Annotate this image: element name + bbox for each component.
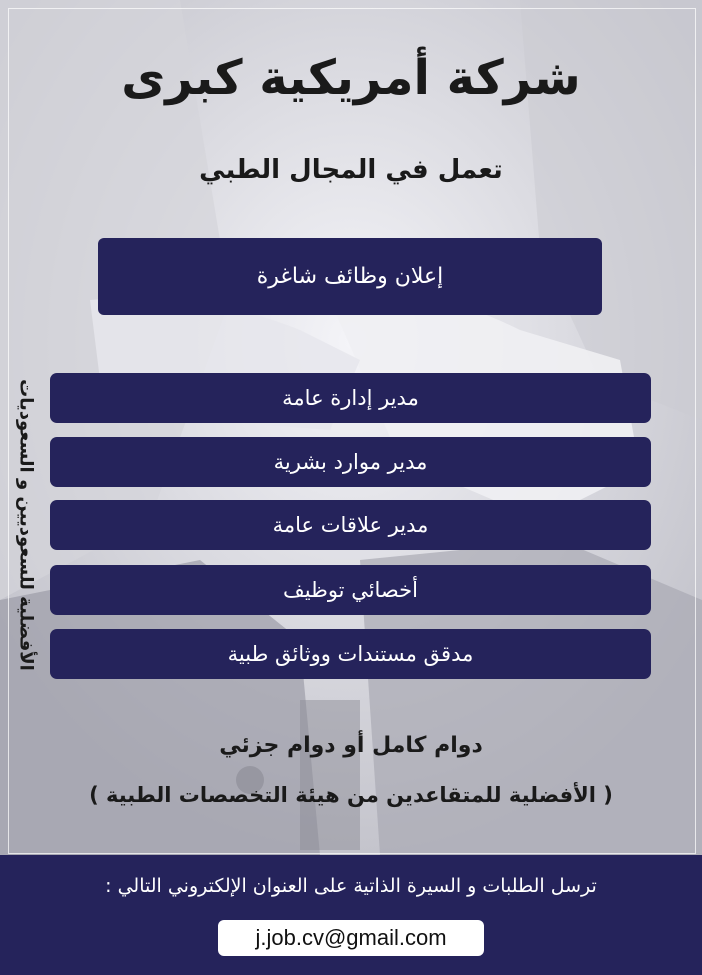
application-instructions: ترسل الطلبات و السيرة الذاتية على العنوان الإلكتروني التالي : (105, 875, 597, 897)
preference-side-note: الأفضلية للسعوديين و السعوديات (15, 379, 37, 671)
retiree-preference: ( الأفضلية للمتقاعدين من هيئة التخصصات الطبية ) (89, 783, 613, 807)
job-item: مدقق مستندات ووثائق طبية (50, 629, 651, 679)
footer (0, 855, 702, 975)
job-item: مدير علاقات عامة (50, 500, 651, 550)
company-subtitle: تعمل في المجال الطبي (199, 155, 503, 185)
company-title: شركة أمريكية كبرى (121, 50, 581, 106)
email-address[interactable]: j.job.cv@gmail.com (218, 920, 484, 956)
vacancies-banner: إعلان وظائف شاغرة (98, 238, 602, 315)
job-item: مدير موارد بشرية (50, 437, 651, 487)
work-hours: دوام كامل أو دوام جزئي (219, 733, 483, 758)
job-item: أخصائي توظيف (50, 565, 651, 615)
job-item: مدير إدارة عامة (50, 373, 651, 423)
decorative-frame (8, 8, 696, 854)
